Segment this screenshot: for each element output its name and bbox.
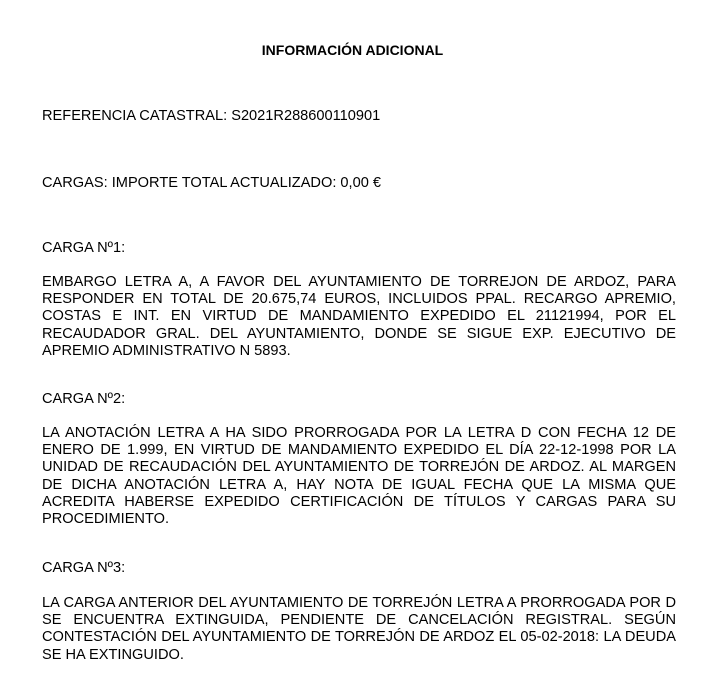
carga-2-heading: CARGA Nº2: (42, 391, 126, 407)
carga-1-text: EMBARGO LETRA A, A FAVOR DEL AYUNTAMIENTO DE TORREJON DE ARDOZ, PARA RESPONDER EN TOTAL DE 20.675,74 EUROS, INCLUIDOS PPAL. RECARGO APREMIO, COSTAS E INT. EN VIRTUD DE MANDAMIENTO EXPEDIDO EL 21121994, POR EL RECAUDADOR GRAL. DEL AYUNTAMIENTO, DONDE SE SIGUE EXP. EJECUTIVO DE APREMIO ADMINISTRATIVO N 5893. (42, 274, 676, 359)
carga-1-heading: CARGA Nº1: (42, 240, 126, 256)
page-title: INFORMACIÓN ADICIONAL (261, 42, 444, 58)
carga-2-text: LA ANOTACIÓN LETRA A HA SIDO PRORROGADA POR LA LETRA D CON FECHA 12 DE ENERO DE 1.999, EN VIRTUD DE MANDAMIENTO EXPEDIDO EL DÍA 22-12-1998 POR LA UNIDAD DE RECAUDACIÓN DEL AYUNTAMIENTO DE TORREJÓN DE ARDOZ. AL MARGEN DE DICHA ANOTACIÓN LETRA A, HAY NOTA DE IGUAL FECHA QUE LA MISMA QUE ACREDITA HABERSE EXPEDIDO CERTIFICACIÓN DE TÍTULOS Y CARGAS PARA SU PROCEDIMIENTO. (42, 425, 676, 528)
cargas-importe-total: CARGAS: IMPORTE TOTAL ACTUALIZADO: 0,00 € (42, 175, 381, 191)
carga-3-heading: CARGA Nº3: (42, 560, 126, 576)
referencia-catastral: REFERENCIA CATASTRAL: S2021R288600110901 (42, 108, 381, 124)
carga-3-text: LA CARGA ANTERIOR DEL AYUNTAMIENTO DE TORREJÓN LETRA A PRORROGADA POR D SE ENCUENTRA EXTINGUIDA, PENDIENTE DE CANCELACIÓN REGISTRAL. SEGÚN CONTESTACIÓN DEL AYUNTAMIENTO DE TORREJÓN DE ARDOZ EL 05-02-2018: LA DEUDA SE HA EXTINGUIDO. (42, 595, 676, 663)
